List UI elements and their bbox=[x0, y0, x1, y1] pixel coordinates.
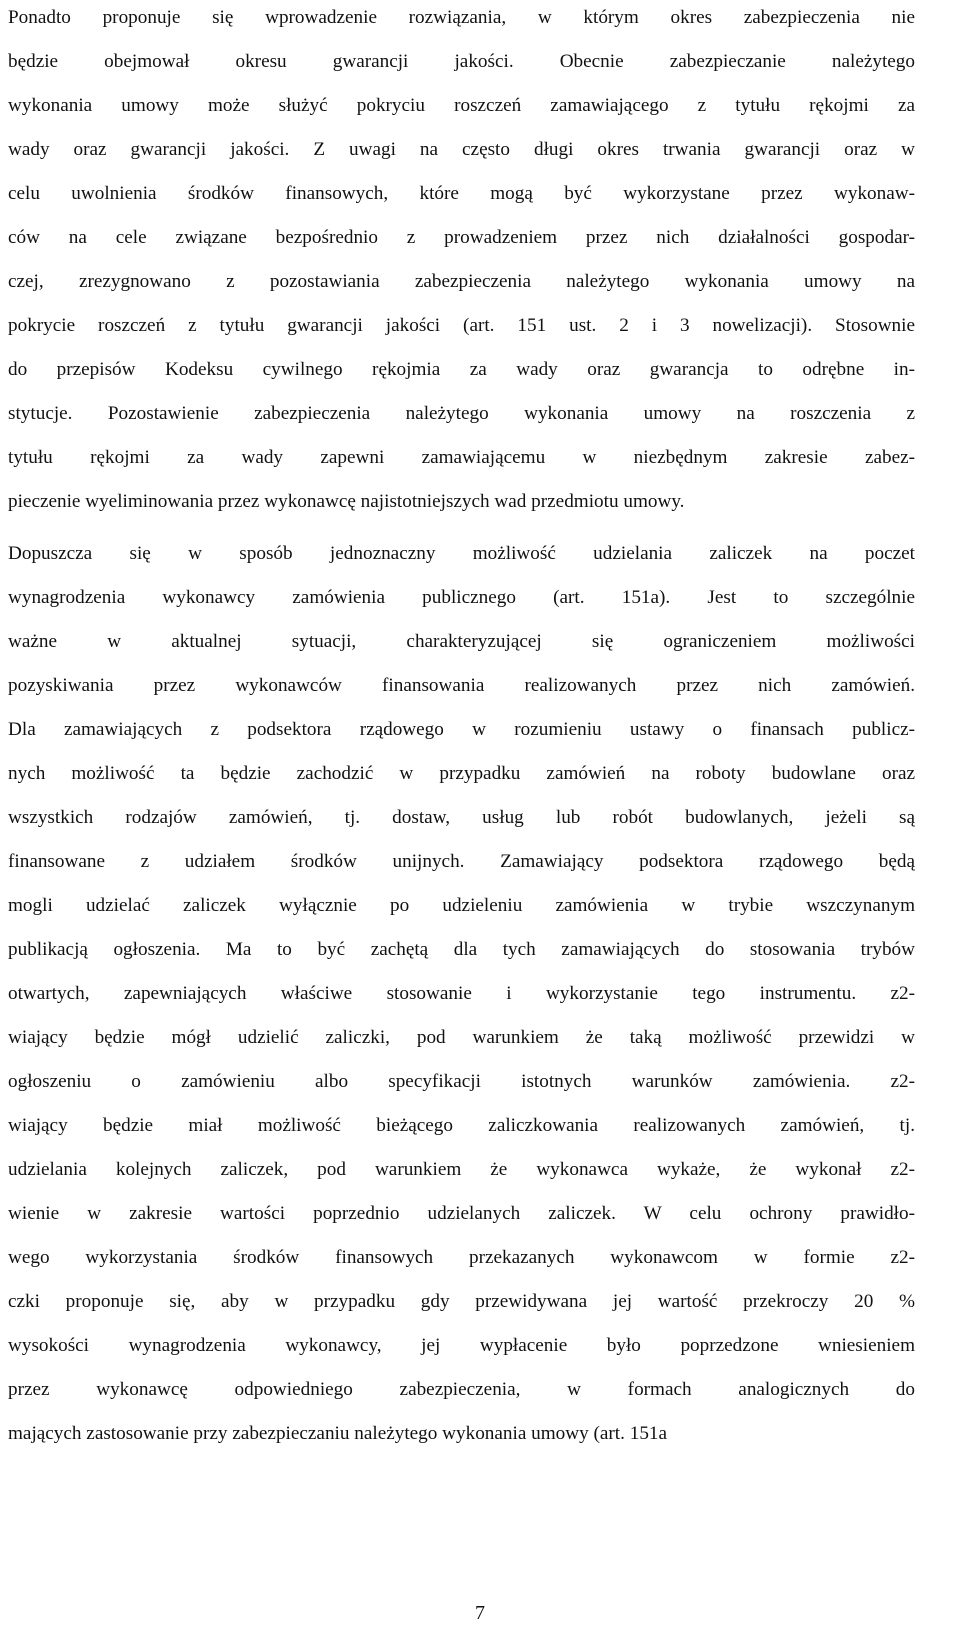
text-line: wszystkich rodzajów zamówień, tj. dostaw, usług lub robót budowlanych, jeżeli są bbox=[8, 807, 915, 828]
text-line: wysokości wynagrodzenia wykonawcy, jej wypłacenie było poprzedzone wniesieniem bbox=[8, 1335, 915, 1356]
text-line: ców na cele związane bezpośrednio z prowadzeniem przez nich działalności gospodar- bbox=[8, 227, 915, 248]
text-line: finansowane z udziałem środków unijnych. Zamawiający podsektora rządowego będą bbox=[8, 851, 915, 872]
text-line: stytucje. Pozostawienie zabezpieczenia należytego wykonania umowy na roszczenia z bbox=[8, 403, 915, 424]
text-line: Dopuszcza się w sposób jednoznaczny możliwość udzielania zaliczek na poczet bbox=[8, 543, 915, 564]
text-line: Ponadto proponuje się wprowadzenie rozwiązania, w którym okres zabezpieczenia nie bbox=[8, 7, 915, 28]
paragraph-advance-payments bbox=[8, 532, 915, 1456]
text-line: pozyskiwania przez wykonawców finansowania realizowanych przez nich zamówień. bbox=[8, 675, 915, 696]
text-line: pieczenie wyeliminowania przez wykonawcę najistotniejszych wad przedmiotu umowy. bbox=[8, 491, 685, 512]
text-line: udzielania kolejnych zaliczek, pod warunkiem że wykonawca wykaże, że wykonał z2- bbox=[8, 1159, 915, 1180]
text-line: tytułu rękojmi za wady zapewni zamawiającemu w niezbędnym zakresie zabez- bbox=[8, 447, 915, 468]
text-line: czej, zrezygnowano z pozostawiania zabezpieczenia należytego wykonania umowy na bbox=[8, 271, 915, 292]
text-line: mogli udzielać zaliczek wyłącznie po udzieleniu zamówienia w trybie wszczynanym bbox=[8, 895, 915, 916]
text-line: wego wykorzystania środków finansowych przekazanych wykonawcom w formie z2- bbox=[8, 1247, 915, 1268]
text-line: czki proponuje się, aby w przypadku gdy przewidywana jej wartość przekroczy 20 % bbox=[8, 1291, 915, 1312]
text-line: wiający będzie miał możliwość bieżącego zaliczkowania realizowanych zamówień, tj. bbox=[8, 1115, 915, 1136]
text-line: przez wykonawcę odpowiedniego zabezpieczenia, w formach analogicznych do bbox=[8, 1379, 915, 1400]
text-line: wynagrodzenia wykonawcy zamówienia publicznego (art. 151a). Jest to szczególnie bbox=[8, 587, 915, 608]
text-line: pokrycie roszczeń z tytułu gwarancji jakości (art. 151 ust. 2 i 3 nowelizacji). Stosownie bbox=[8, 315, 915, 336]
text-line: wady oraz gwarancji jakości. Z uwagi na często długi okres trwania gwarancji oraz w bbox=[8, 139, 915, 160]
text-line: ogłoszeniu o zamówieniu albo specyfikacji istotnych warunków zamówienia. z2- bbox=[8, 1071, 915, 1092]
text-line: otwartych, zapewniających właściwe stosowanie i wykorzystanie tego instrumentu. z2- bbox=[8, 983, 915, 1004]
paragraph-performance-bond bbox=[8, 0, 915, 524]
text-line: publikacją ogłoszenia. Ma to być zachętą dla tych zamawiających do stosowania trybów bbox=[8, 939, 915, 960]
text-line: nych możliwość ta będzie zachodzić w przypadku zamówień na roboty budowlane oraz bbox=[8, 763, 915, 784]
text-line: wykonania umowy może służyć pokryciu roszczeń zamawiającego z tytułu rękojmi za bbox=[8, 95, 915, 116]
text-line: ważne w aktualnej sytuacji, charakteryzującej się ograniczeniem możliwości bbox=[8, 631, 915, 652]
text-line: Dla zamawiających z podsektora rządowego w rozumieniu ustawy o finansach publicz- bbox=[8, 719, 915, 740]
text-line: do przepisów Kodeksu cywilnego rękojmia za wady oraz gwarancja to odrębne in- bbox=[8, 359, 915, 380]
text-line: będzie obejmował okresu gwarancji jakości. Obecnie zabezpieczanie należytego bbox=[8, 51, 915, 72]
text-line: mających zastosowanie przy zabezpieczaniu należytego wykonania umowy (art. 151a bbox=[8, 1423, 668, 1444]
text-line: celu uwolnienia środków finansowych, które mogą być wykorzystane przez wykonaw- bbox=[8, 183, 915, 204]
text-line: wienie w zakresie wartości poprzednio udzielanych zaliczek. W celu ochrony prawidło- bbox=[8, 1203, 915, 1224]
page-number: 7 bbox=[475, 1602, 485, 1624]
text-line: wiający będzie mógł udzielić zaliczki, pod warunkiem że taką możliwość przewidzi w bbox=[8, 1027, 915, 1048]
